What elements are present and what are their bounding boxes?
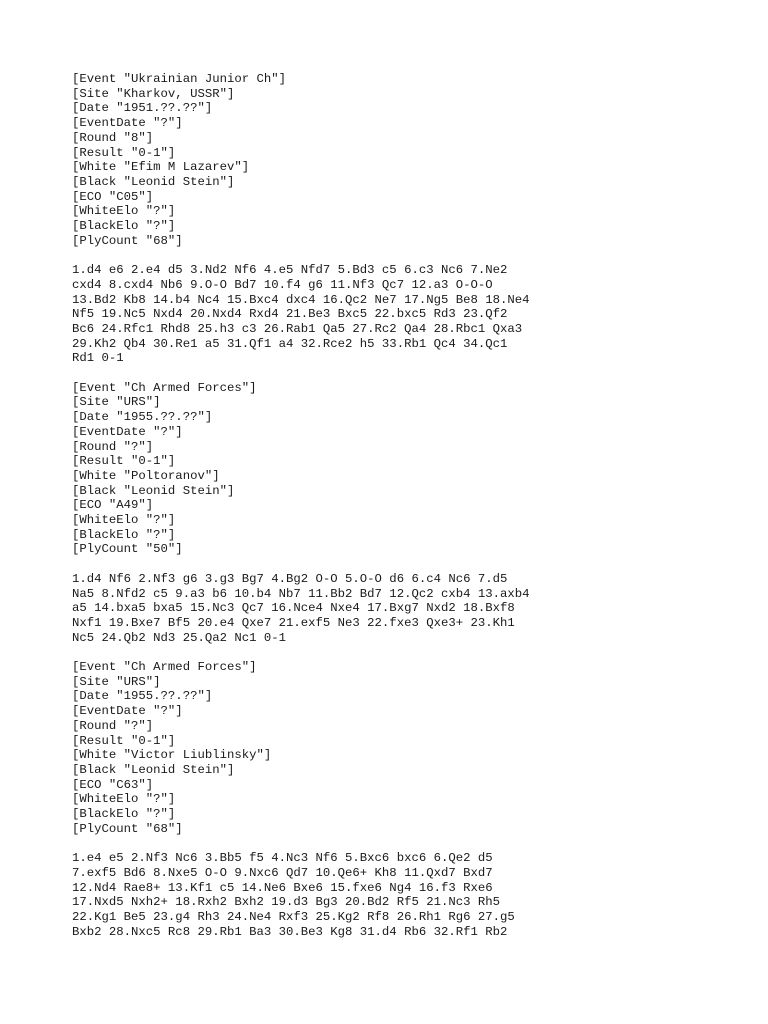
pgn-tag-result: [Result "0-1"] bbox=[72, 733, 176, 748]
pgn-tag-round: [Round "?"] bbox=[72, 718, 154, 733]
pgn-tag-white: [White "Poltoranov"] bbox=[72, 468, 220, 483]
move-line: Na5 8.Nfd2 c5 9.a3 b6 10.b4 Nb7 11.Bb2 Bd7 12.Qc2 cxb4 13.axb4 bbox=[72, 586, 530, 601]
pgn-tag-blackelo: [BlackElo "?"] bbox=[72, 807, 176, 822]
pgn-tag-blackelo: [BlackElo "?"] bbox=[72, 527, 176, 542]
move-line: 7.exf5 Bd6 8.Nxe5 O-O 9.Nxc6 Qd7 10.Qe6+ Kh8 11.Qxd7 Bxd7 bbox=[72, 865, 493, 880]
pgn-tag-date: [Date "1955.??.??"] bbox=[72, 410, 213, 425]
move-line: a5 14.bxa5 bxa5 15.Nc3 Qc7 16.Nce4 Nxe4 17.Bxg7 Nxd2 18.Bxf8 bbox=[72, 601, 515, 616]
pgn-tag-event: [Event "Ukrainian Junior Ch"] bbox=[72, 72, 287, 86]
move-line: 1.d4 Nf6 2.Nf3 g6 3.g3 Bg7 4.Bg2 O-O 5.O-O d6 6.c4 Nc6 7.d5 bbox=[72, 571, 508, 586]
pgn-tag-eventdate: [EventDate "?"] bbox=[72, 424, 183, 439]
pgn-tag-eventdate: [EventDate "?"] bbox=[72, 704, 183, 719]
pgn-tag-site: [Site "URS"] bbox=[72, 395, 161, 410]
move-line: Nxf1 19.Bxe7 Bf5 20.e4 Qxe7 21.exf5 Ne3 22.fxe3 Qxe3+ 23.Kh1 bbox=[72, 615, 515, 630]
game-2 bbox=[72, 381, 712, 646]
move-line: 12.Nd4 Rae8+ 13.Kf1 c5 14.Ne6 Bxe6 15.fxe6 Ng4 16.f3 Rxe6 bbox=[72, 880, 493, 895]
move-line: 1.d4 e6 2.e4 d5 3.Nd2 Nf6 4.e5 Nfd7 5.Bd3 c5 6.c3 Nc6 7.Ne2 bbox=[72, 263, 508, 278]
move-line: Rd1 0-1 bbox=[72, 351, 124, 366]
game-1 bbox=[72, 72, 712, 366]
pgn-tag-site: [Site "Kharkov, USSR"] bbox=[72, 86, 235, 101]
pgn-tag-plycount: [PlyCount "50"] bbox=[72, 542, 183, 557]
move-line: Bc6 24.Rfc1 Rhd8 25.h3 c3 26.Rab1 Qa5 27.Rc2 Qa4 28.Rbc1 Qxa3 bbox=[72, 321, 523, 336]
pgn-tag-result: [Result "0-1"] bbox=[72, 145, 176, 160]
pgn-tag-plycount: [PlyCount "68"] bbox=[72, 821, 183, 836]
pgn-tag-black: [Black "Leonid Stein"] bbox=[72, 483, 235, 498]
pgn-tag-eco: [ECO "C05"] bbox=[72, 189, 154, 204]
pgn-tag-eco: [ECO "A49"] bbox=[72, 498, 154, 513]
pgn-tag-round: [Round "?"] bbox=[72, 439, 154, 454]
move-line: Nc5 24.Qb2 Nd3 25.Qa2 Nc1 0-1 bbox=[72, 630, 287, 645]
pgn-tag-date: [Date "1951.??.??"] bbox=[72, 101, 213, 116]
pgn-tag-black: [Black "Leonid Stein"] bbox=[72, 762, 235, 777]
pgn-tag-whiteelo: [WhiteElo "?"] bbox=[72, 792, 176, 807]
pgn-document bbox=[72, 72, 712, 954]
move-line: cxd4 8.cxd4 Nb6 9.O-O Bd7 10.f4 g6 11.Nf3 Qc7 12.a3 O-O-O bbox=[72, 277, 493, 292]
pgn-tag-result: [Result "0-1"] bbox=[72, 454, 176, 469]
pgn-tag-plycount: [PlyCount "68"] bbox=[72, 233, 183, 248]
pgn-tag-whiteelo: [WhiteElo "?"] bbox=[72, 204, 176, 219]
pgn-tag-event: [Event "Ch Armed Forces"] bbox=[72, 660, 257, 675]
pgn-tag-event: [Event "Ch Armed Forces"] bbox=[72, 380, 257, 395]
pgn-tag-whiteelo: [WhiteElo "?"] bbox=[72, 513, 176, 528]
move-line: 29.Kh2 Qb4 30.Re1 a5 31.Qf1 a4 32.Rce2 h5 33.Rb1 Qc4 34.Qc1 bbox=[72, 336, 508, 351]
pgn-tag-blackelo: [BlackElo "?"] bbox=[72, 219, 176, 234]
move-line: Bxb2 28.Nxc5 Rc8 29.Rb1 Ba3 30.Be3 Kg8 31.d4 Rb6 32.Rf1 Rb2 bbox=[72, 924, 508, 939]
move-line: 13.Bd2 Kb8 14.b4 Nc4 15.Bxc4 dxc4 16.Qc2 Ne7 17.Ng5 Be8 18.Ne4 bbox=[72, 292, 530, 307]
pgn-tag-round: [Round "8"] bbox=[72, 130, 154, 145]
move-text bbox=[72, 572, 712, 646]
move-text bbox=[72, 851, 712, 939]
move-text bbox=[72, 263, 712, 366]
game-3 bbox=[72, 660, 712, 939]
move-line: 1.e4 e5 2.Nf3 Nc6 3.Bb5 f5 4.Nc3 Nf6 5.Bxc6 bxc6 6.Qe2 d5 bbox=[72, 851, 493, 866]
pgn-tag-black: [Black "Leonid Stein"] bbox=[72, 174, 235, 189]
pgn-tag-eventdate: [EventDate "?"] bbox=[72, 116, 183, 131]
move-line: 17.Nxd5 Nxh2+ 18.Rxh2 Bxh2 19.d3 Bg3 20.Bd2 Rf5 21.Nc3 Rh5 bbox=[72, 895, 501, 910]
pgn-tag-site: [Site "URS"] bbox=[72, 674, 161, 689]
pgn-tag-white: [White "Victor Liublinsky"] bbox=[72, 748, 272, 763]
move-line: Nf5 19.Nc5 Nxd4 20.Nxd4 Rxd4 21.Be3 Bxc5 22.bxc5 Rd3 23.Qf2 bbox=[72, 307, 508, 322]
pgn-tag-white: [White "Efim M Lazarev"] bbox=[72, 160, 250, 175]
move-line: 22.Kg1 Be5 23.g4 Rh3 24.Ne4 Rxf3 25.Kg2 Rf8 26.Rh1 Rg6 27.g5 bbox=[72, 910, 515, 924]
pgn-tag-eco: [ECO "C63"] bbox=[72, 777, 154, 792]
pgn-tag-date: [Date "1955.??.??"] bbox=[72, 689, 213, 704]
